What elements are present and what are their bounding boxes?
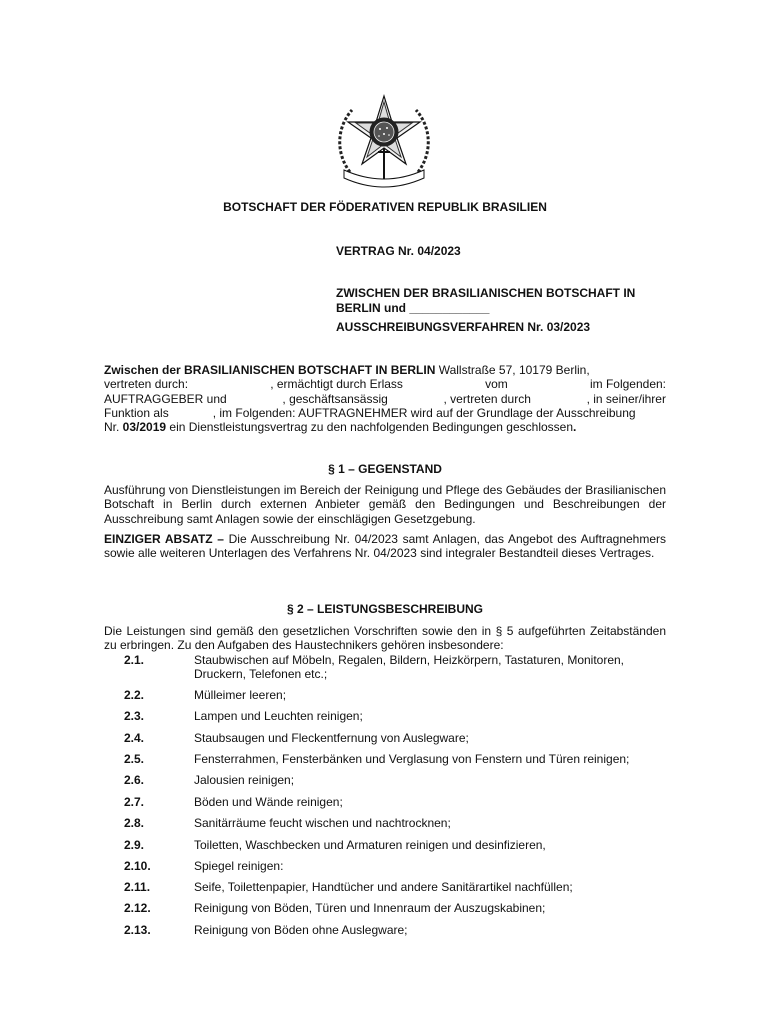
item-text: Sanitärräume feucht wischen und nachtrocknen;: [194, 816, 451, 830]
item-number: 2.6.: [124, 773, 145, 787]
item-text: Toiletten, Waschbecken und Armaturen reinigen und desinfizieren,: [194, 838, 546, 852]
item-text: Seife, Toilettenpapier, Handtücher und andere Sanitärartikel nachfüllen;: [194, 880, 573, 894]
tender-number: AUSSCHREIBUNGSVERFAHREN Nr. 03/2023: [336, 320, 591, 334]
intro-function: Funktion als: [104, 405, 169, 420]
intro-line-4: [104, 406, 666, 420]
item-text: Mülleimer leeren;: [194, 688, 287, 702]
intro-party-bold: Zwischen der BRASILIANISCHEN BOTSCHAFT IN BERLIN: [104, 363, 436, 377]
section-1-heading: § 1 – GEGENSTAND: [328, 462, 442, 476]
intro-nr: Nr.: [104, 420, 123, 435]
intro-role: , in seiner/ihrer: [586, 391, 666, 406]
item-number: 2.5.: [124, 752, 145, 766]
intro-concluded: ein Dienstleistungsvertrag zu den nachfolgenden Bedingungen geschlossen: [166, 420, 574, 435]
item-number: 2.11.: [124, 880, 151, 894]
item-number: 2.2.: [124, 688, 145, 702]
item-text: Jalousien reinigen;: [194, 773, 295, 787]
item-text: Spiegel reinigen:: [194, 859, 284, 873]
intro-represented-by: , vertreten durch: [443, 391, 531, 406]
intro-line-2: [104, 377, 666, 391]
contract-number: VERTRAG Nr. 04/2023: [336, 244, 461, 258]
intro-paragraph: [104, 363, 666, 434]
section-1-sole-paragraph: [104, 532, 666, 561]
item-text: Reinigung von Böden, Türen und Innenraum der Auszugskabinen;: [194, 901, 546, 915]
item-number: 2.12.: [124, 901, 151, 915]
embassy-title: BOTSCHAFT DER FÖDERATIVEN REPUBLIK BRASILIEN: [223, 200, 547, 214]
intro-client: AUFTRAGGEBER und: [104, 391, 227, 406]
between-line-1: ZWISCHEN DER BRASILIANISCHEN BOTSCHAFT IN: [336, 286, 636, 300]
intro-tender-ref: 03/2019: [122, 420, 167, 435]
intro-from: vom: [485, 377, 508, 392]
between-line-2: BERLIN und ____________: [336, 301, 490, 315]
item-number: 2.13.: [124, 923, 151, 937]
sole-paragraph-label: EINZIGER ABSATZ –: [104, 532, 224, 546]
intro-line-5: [104, 420, 666, 434]
intro-hereafter: im Folgenden:: [589, 377, 666, 392]
section-2-intro: Die Leistungen sind gemäß den gesetzlichen Vorschriften sowie den in § 5 aufgeführten Zeitabständen zu erbringen. Zu den Aufgaben des Haustechnikers gehören insbesondere:: [104, 624, 666, 653]
item-text: Lampen und Leuchten reinigen;: [194, 709, 363, 723]
item-number: 2.1.: [124, 653, 145, 667]
coat-of-arms-seal: [330, 92, 438, 194]
intro-authorized: , ermächtigt durch Erlass: [270, 377, 403, 392]
item-text: Böden und Wände reinigen;: [194, 795, 343, 809]
item-number: 2.4.: [124, 731, 145, 745]
item-text: Reinigung von Böden ohne Auslegware;: [194, 923, 408, 937]
contract-parties: [336, 286, 676, 316]
item-text: Fensterrahmen, Fensterbänken und Verglasung von Fenstern und Türen reinigen;: [194, 752, 630, 766]
item-number: 2.7.: [124, 795, 145, 809]
intro-period: .: [573, 420, 577, 435]
intro-line-3: [104, 392, 666, 406]
section-1-body: Ausführung von Dienstleistungen im Bereich der Reinigung und Pflege des Gebäudes der Brasilianischen Botschaft in Berlin durch externen Anbieter gemäß den Bedingungen und Beschreibungen der Ausschreibung samt Anlagen sowie der einschlägigen Gesetzgebung.: [104, 483, 666, 526]
intro-address: Wallstraße 57, 10179 Berlin,: [435, 363, 590, 377]
item-text: Staubwischen auf Möbeln, Regalen, Bildern, Heizkörpern, Tastaturen, Monitoren, Druckern, Telefonen etc.;: [194, 653, 625, 682]
intro-contractor: , im Folgenden: AUFTRAGNEHMER wird auf der Grundlage der Ausschreibung: [212, 405, 636, 420]
item-number: 2.8.: [124, 816, 145, 830]
item-number: 2.10.: [124, 859, 151, 873]
item-number: 2.3.: [124, 709, 145, 723]
item-number: 2.9.: [124, 838, 145, 852]
sole-paragraph-text: Die Ausschreibung Nr. 04/2023 samt Anlagen, das Angebot des Auftragnehmers sowie alle weiteren Unterlagen des Verfahrens Nr. 04/2023 sind integraler Bestandteil dieses Vertrages.: [104, 532, 667, 561]
item-text: Staubsaugen und Fleckentfernung von Auslegware;: [194, 731, 469, 745]
intro-represented: vertreten durch:: [104, 377, 189, 392]
intro-line-1: [104, 363, 666, 377]
intro-resident: , geschäftsansässig: [282, 391, 388, 406]
section-2-heading: § 2 – LEISTUNGSBESCHREIBUNG: [286, 602, 484, 616]
